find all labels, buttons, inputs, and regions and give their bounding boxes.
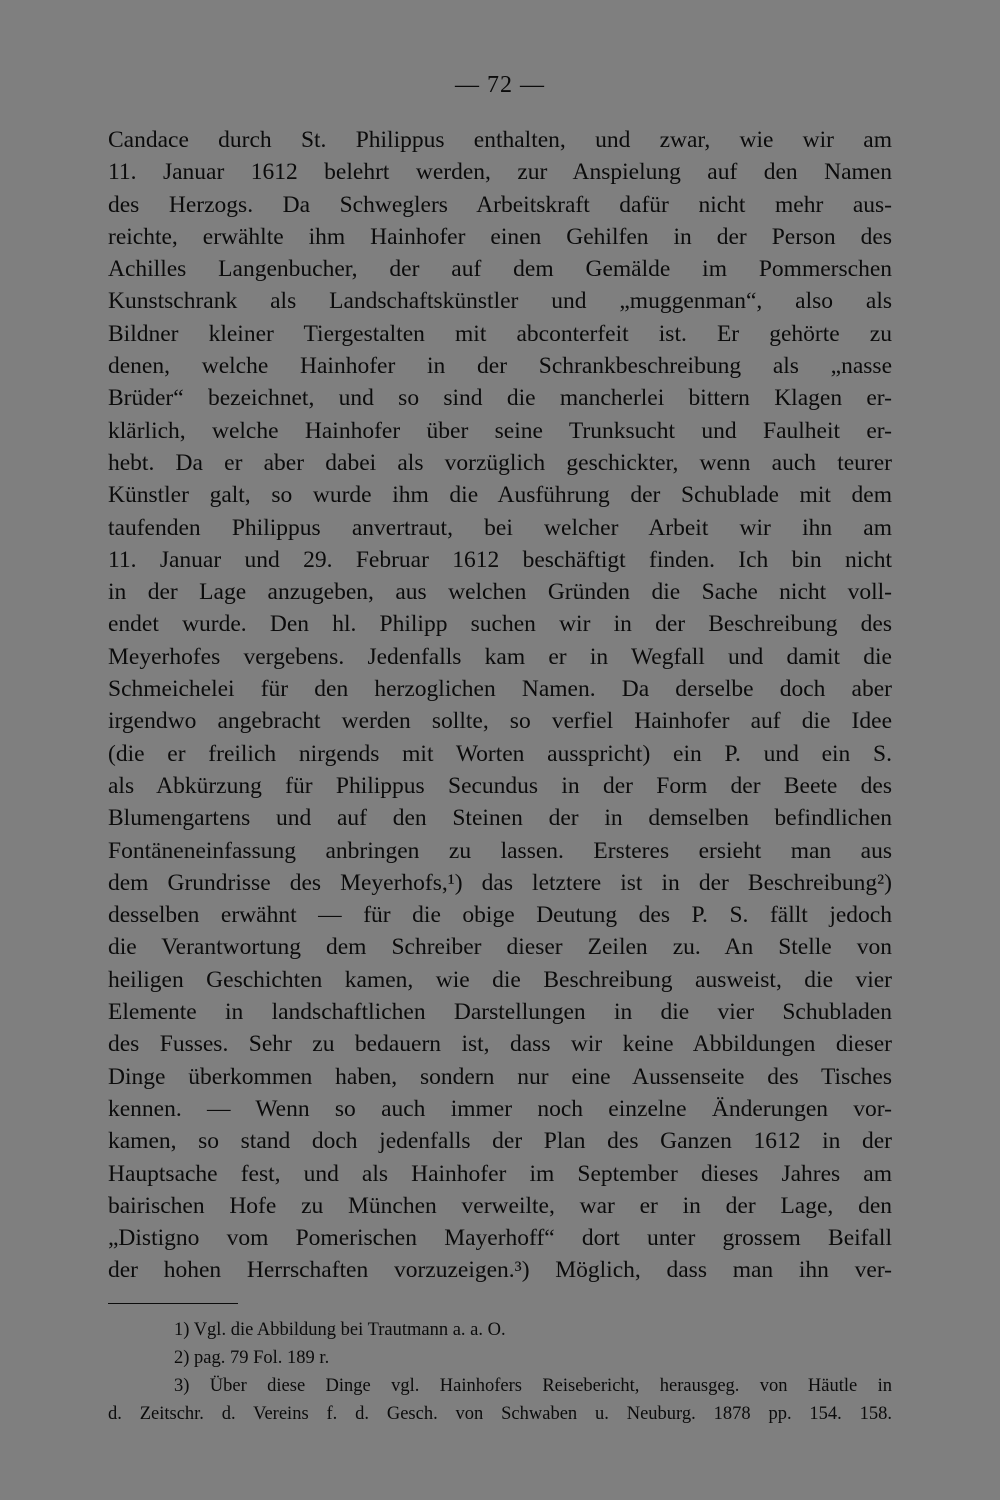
text-line: taufenden Philippus anvertraut, bei welcher Arbeit wir ihn am: [108, 514, 892, 541]
text-line: Kunstschrank als Landschaftskünstler und „muggenman“, also als: [108, 288, 892, 315]
text-line: Elemente in landschaftlichen Darstellungen in die vier Schubladen: [108, 999, 892, 1026]
text-line: Meyerhofes vergebens. Jedenfalls kam er in Wegfall und damit die: [108, 643, 892, 670]
text-line: desselben erwähnt — für die obige Deutung des P. S. fällt jedoch: [108, 902, 892, 929]
footnote-divider: [108, 1303, 238, 1304]
text-line: der hohen Herrschaften vorzuzeigen.³) Möglich, dass man ihn ver-: [108, 1257, 892, 1284]
page-number: — 72 —: [455, 72, 545, 98]
text-line: irgendwo angebracht werden sollte, so verfiel Hainhofer auf die Idee: [108, 708, 892, 735]
footnote-3-continued: d. Zeitschr. d. Vereins f. d. Gesch. von Schwaben u. Neuburg. 1878 pp. 154. 158.: [108, 1404, 892, 1424]
text-line: „Distigno vom Pomerischen Mayerhoff“ dort unter grossem Beifall: [108, 1225, 892, 1252]
footnotes: [108, 1316, 892, 1428]
footnote-3: 3) Über diese Dinge vgl. Hainhofers Reisebericht, herausgeg. von Häutle in: [174, 1376, 892, 1396]
footnote-2: 2) pag. 79 Fol. 189 r.: [174, 1348, 330, 1368]
text-line: als Abkürzung für Philippus Secundus in der Form der Beete des: [108, 772, 892, 799]
text-line: hebt. Da er aber dabei als vorzüglich geschickter, wenn auch teurer: [108, 449, 892, 476]
text-line: (die er freilich nirgends mit Worten ausspricht) ein P. und ein S.: [108, 740, 892, 767]
text-line: reichte, erwählte ihm Hainhofer einen Gehilfen in der Person des: [108, 223, 892, 250]
text-line: Achilles Langenbucher, der auf dem Gemälde im Pommerschen: [108, 256, 892, 283]
text-line: Brüder“ bezeichnet, und so sind die mancherlei bittern Klagen er-: [108, 385, 892, 412]
text-line: in der Lage anzugeben, aus welchen Gründen die Sache nicht voll-: [108, 579, 892, 606]
text-line: klärlich, welche Hainhofer über seine Trunksucht und Faulheit er-: [108, 417, 892, 444]
text-line: 11. Januar und 29. Februar 1612 beschäftigt finden. Ich bin nicht: [108, 546, 892, 573]
text-line: die Verantwortung dem Schreiber dieser Zeilen zu. An Stelle von: [108, 934, 892, 961]
text-line: kamen, so stand doch jedenfalls der Plan des Ganzen 1612 in der: [108, 1128, 892, 1155]
footnote-1: 1) Vgl. die Abbildung bei Trautmann a. a. O.: [174, 1320, 506, 1340]
text-line: Blumengartens und auf den Steinen der in demselben befindlichen: [108, 805, 892, 832]
text-line: Candace durch St. Philippus enthalten, und zwar, wie wir am: [108, 127, 892, 153]
text-line: 11. Januar 1612 belehrt werden, zur Anspielung auf den Namen: [108, 159, 892, 186]
text-line: des Fusses. Sehr zu bedauern ist, dass wir keine Abbildungen dieser: [108, 1031, 892, 1058]
text-line: des Herzogs. Da Schweglers Arbeitskraft dafür nicht mehr aus-: [108, 191, 892, 218]
body-text: [108, 124, 892, 1287]
text-line: denen, welche Hainhofer in der Schrankbeschreibung als „nasse: [108, 353, 892, 380]
text-line: Schmeichelei für den herzoglichen Namen. Da derselbe doch aber: [108, 676, 892, 703]
text-line: Bildner kleiner Tiergestalten mit abconterfeit ist. Er gehörte zu: [108, 320, 892, 347]
text-line: Fontäneneinfassung anbringen zu lassen. Ersteres ersieht man aus: [108, 837, 892, 864]
text-line: Künstler galt, so wurde ihm die Ausführung der Schublade mit dem: [108, 482, 892, 509]
text-line: heiligen Geschichten kamen, wie die Beschreibung ausweist, die vier: [108, 966, 892, 993]
text-line: dem Grundrisse des Meyerhofs,¹) das letztere ist in der Beschreibung²): [108, 869, 892, 896]
text-line: kennen. — Wenn so auch immer noch einzelne Änderungen vor-: [108, 1095, 892, 1122]
text-line: Dinge überkommen haben, sondern nur eine Aussenseite des Tisches: [108, 1063, 892, 1090]
text-line: bairischen Hofe zu München verweilte, war er in der Lage, den: [108, 1192, 892, 1219]
text-line: Hauptsache fest, und als Hainhofer im September dieses Jahres am: [108, 1160, 892, 1187]
text-line: endet wurde. Den hl. Philipp suchen wir in der Beschreibung des: [108, 611, 892, 638]
